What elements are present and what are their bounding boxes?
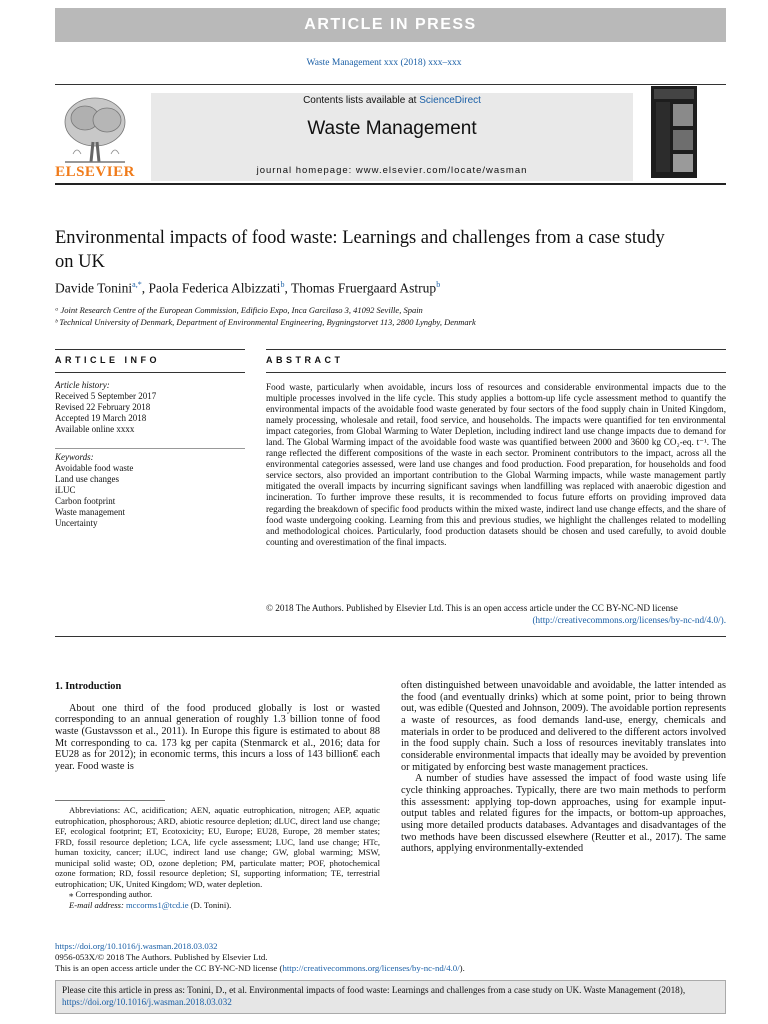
cite-text: Please cite this article in press as: Tonini, D., et al. Environmental impacts of food waste: Learnings and challenges from a case study on UK. Waste Management (2018), bbox=[62, 985, 686, 995]
email-line bbox=[55, 900, 380, 911]
open-access-line bbox=[55, 963, 725, 974]
keyword: Uncertainty bbox=[55, 518, 98, 528]
article-title: Environmental impacts of food waste: Learnings and challenges from a case study on UK bbox=[55, 228, 665, 272]
abstract-end-rule bbox=[55, 636, 726, 637]
masthead-top-rule bbox=[55, 84, 726, 85]
journal-name: Waste Management bbox=[307, 118, 477, 139]
abbreviations-footnote: Abbreviations: AC, acidification; AEN, aquatic eutrophication, nitrogen; AEP, aquatic eutrophication, phosphorous; ARD, abiotic resource depletion; dLUC, direct land use change; EF, ecological footprint; ET, Ecotoxicity; EU, Europe; EU28, Europe, 28 member states; FRD, fossil resource depletion; LCA, life cycle assessment; LUC, land use change; HTc, human toxicity, cancer; iLUC, indirect land use change; GW, global warming; MSW, municipal solid waste; OD, ozone depletion; PM, particulate matter; POF, photochemical ozone formation; RD, fossil resource depletion; SI, supporting information; TE, terrestrial eutrophication; UK, United Kingdom; WD, water depletion. bbox=[55, 805, 380, 889]
history-revised: Revised 22 February 2018 bbox=[55, 402, 151, 412]
abstract-rule-2 bbox=[266, 372, 726, 373]
footnotes bbox=[55, 805, 380, 910]
article-info-rule-2 bbox=[55, 372, 245, 373]
contents-prefix: Contents lists available at bbox=[303, 95, 420, 106]
introduction-heading: 1. Introduction bbox=[55, 681, 122, 692]
email-label: E-mail address: bbox=[69, 899, 126, 910]
abstract-heading: ABSTRACT bbox=[266, 355, 344, 365]
cite-doi-link[interactable]: https://doi.org/10.1016/j.wasman.2018.03.032 bbox=[62, 997, 232, 1007]
intro-paragraph-3: A number of studies have assessed the impact of food waste using life cycle thinking approaches. Typically, there are two main methods to perform this assessment: applying top-down approaches, using for example input-output tables and related figures for the impacts, or bottom-up approaches, using more detailed products databases. Advantages and disadvantages of the two methods have been discussed elsewhere (Reutter et al., 2017). The same authors, applying environmentally-extended bbox=[401, 773, 726, 855]
intro-paragraph-1: About one third of the food produced globally is lost or wasted corresponding to an annual generation of roughly 1.3 billion tonne of food waste (Gustavsson et al., 2011). In Europe this figure is estimated to about 88 Mt corresponding to ca. 173 kg per capita (Stenmarck et al., 2016; data for EU28 as for 2012); in economic terms, this incurs a loss of 143 billion€ each year. Food waste is bbox=[55, 702, 380, 772]
keywords-divider bbox=[55, 448, 245, 449]
author-list bbox=[55, 280, 715, 297]
author-name: Davide Tonini bbox=[55, 280, 133, 296]
affiliation-a: ᵃ Joint Research Centre of the European Commission, Edificio Expo, Inca Garcilaso 3, 41092 Seville, Spain bbox=[55, 305, 423, 315]
left-column bbox=[55, 681, 380, 773]
author-affiliation-marker[interactable]: b bbox=[436, 280, 441, 289]
keyword: Land use changes bbox=[55, 474, 119, 484]
cite-this-article-box bbox=[55, 980, 726, 1014]
keywords bbox=[55, 452, 245, 529]
sciencedirect-link[interactable]: ScienceDirect bbox=[419, 95, 481, 106]
article-in-press-banner: ARTICLE IN PRESS bbox=[55, 8, 726, 42]
keywords-label: Keywords: bbox=[55, 452, 94, 462]
license-link[interactable]: (http://creativecommons.org/licenses/by-nc-nd/4.0/). bbox=[532, 614, 726, 625]
email-link[interactable]: mccorms1@tcd.ie bbox=[125, 899, 189, 910]
keyword: Avoidable food waste bbox=[55, 463, 134, 473]
corresponding-author-note: ⁎ Corresponding author. bbox=[69, 889, 153, 899]
oa-prefix: This is an open access article under the CC BY-NC-ND license ( bbox=[55, 963, 283, 973]
oa-suffix: ). bbox=[459, 963, 465, 973]
affiliation-b: ᵇ Technical University of Denmark, Department of Environmental Engineering, Bygningstorvet 113, 2800 Lyngby, Denmark bbox=[55, 317, 476, 327]
contents-lists-line bbox=[151, 95, 633, 106]
doi-link[interactable]: https://doi.org/10.1016/j.wasman.2018.03.032 bbox=[55, 941, 218, 951]
right-column bbox=[401, 680, 726, 855]
article-info-rule bbox=[55, 349, 245, 350]
article-history bbox=[55, 380, 245, 435]
keyword: Waste management bbox=[55, 507, 125, 517]
masthead-bottom-rule bbox=[55, 183, 726, 185]
email-suffix: (D. Tonini). bbox=[188, 899, 232, 910]
abstract-text: Food waste, particularly when avoidable, incurs loss of resources and considerable environmental impacts due to the multiple processes involved in the life cycle. This study applies a bottom-up life cycle assessment method to quantify the environmental impacts of the avoidable food waste generated by four sectors of the food supply chain in United Kingdom, namely processing, wholesale and retail, food service, and households. The impacts were quantified for ten environmental impact categories, from Global Warming to Water Depletion, including indirect land use change impacts due to demand for land. The Global Warming impact of the avoidable food waste was quantified between 2000 and 3600 kg CO₂-eq. t⁻¹. The range reflected the different compositions of the waste in each sector. Prominent contributors to the impact, across all the environmental categories assessed, were land use changes and food production. Food preparation, for households and food service sectors, also provided an important contribution to the Global Warming impacts, while waste management partly mitigated the overall impacts by incurring significant savings when landfilling was replaced with anaerobic digestion and incineration. To further improve these results, it is recommended to focus future efforts on providing improved data regarding the breakdown of specific food products within the mixed waste, indirect land use change effects, and the share of food waste undergoing cooking. Learning from this and previous studies, we highlight the challenges related to modelling and methodological choices. Particularly, food production datasets should be chosen and used carefully, to avoid double counting and overestimation of the final impacts. bbox=[266, 382, 726, 547]
author-name: Thomas Fruergaard Astrup bbox=[290, 280, 437, 296]
abstract-rule bbox=[266, 349, 726, 350]
oa-license-link[interactable]: http://creativecommons.org/licenses/by-nc-nd/4.0/ bbox=[282, 963, 460, 973]
keyword: iLUC bbox=[55, 485, 76, 495]
copyright-line: © 2018 The Authors. Published by Elsevier Ltd. This is an open access article under the CC BY-NC-ND license bbox=[266, 603, 678, 613]
journal-cover-image bbox=[651, 86, 697, 178]
keyword: Carbon footprint bbox=[55, 496, 116, 506]
intro-paragraph-2: often distinguished between unavoidable and avoidable, the latter intended as the food (and eventually drinks) which at some point, prior to being thrown out, was edible (Quested and Johnson, 2009). The avoidable portion represents a waste of resources, as food demands land-use, energy, chemicals and materials in order to be produced and delivered to the different actors involved in the food supply chain. Such a loss of resources inevitably translates into considerable environmental impacts that ideally may be avoided by prevention or mitigated by enforcing best waste management practices. bbox=[401, 680, 726, 773]
journal-reference-link[interactable]: Waste Management xxx (2018) xxx–xxx bbox=[306, 58, 462, 68]
author-separator: , bbox=[141, 280, 149, 296]
author-separator: , bbox=[284, 280, 291, 296]
history-accepted: Accepted 19 March 2018 bbox=[55, 413, 147, 423]
footnote-rule bbox=[55, 800, 165, 801]
author-name: Paola Federica Albizzati bbox=[148, 280, 281, 296]
abstract-copyright bbox=[266, 603, 726, 626]
article-info-heading: ARTICLE INFO bbox=[55, 355, 160, 365]
history-online: Available online xxxx bbox=[55, 424, 135, 434]
elsevier-wordmark: ELSEVIER bbox=[55, 164, 135, 180]
issn-line: 0956-053X/© 2018 The Authors. Published by Elsevier Ltd. bbox=[55, 952, 268, 962]
history-label: Article history: bbox=[55, 380, 110, 390]
history-received: Received 5 September 2017 bbox=[55, 391, 157, 401]
author-affiliation-marker[interactable]: a,* bbox=[132, 280, 142, 289]
author-affiliation-marker[interactable]: b bbox=[280, 280, 285, 289]
bottom-metadata bbox=[55, 941, 725, 974]
journal-homepage[interactable]: journal homepage: www.elsevier.com/locate/wasman bbox=[256, 165, 528, 176]
